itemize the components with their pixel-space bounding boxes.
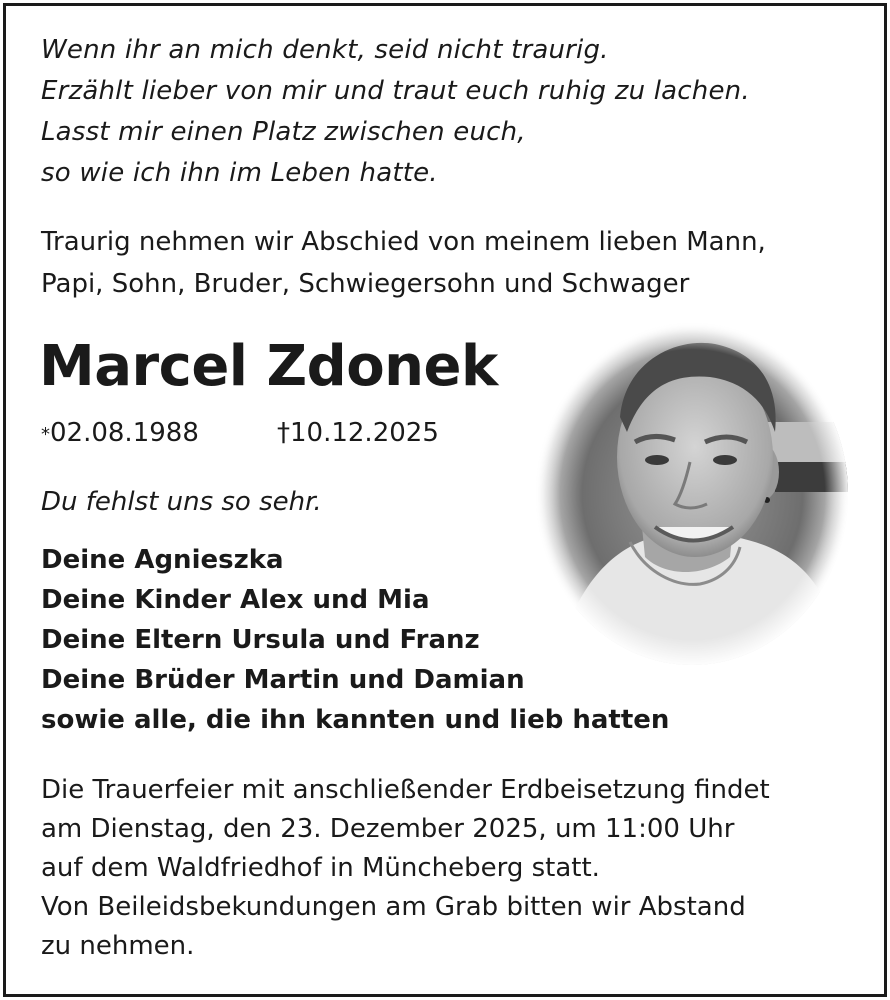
service-line: am Dienstag, den 23. Dezember 2025, um 11:00 Uhr xyxy=(41,814,735,844)
poem-line: so wie ich ihn im Leben hatte. xyxy=(41,158,438,188)
service-line: zu nehmen. xyxy=(41,931,195,961)
poem-line: Lasst mir einen Platz zwischen euch, xyxy=(41,117,526,147)
birth-symbol: * xyxy=(41,424,50,445)
life-dates xyxy=(41,413,439,453)
intro-line: Papi, Sohn, Bruder, Schwiegersohn und Schwager xyxy=(41,269,690,299)
mourner-line: Deine Agnieszka xyxy=(41,545,284,575)
mourner-line: Deine Kinder Alex und Mia xyxy=(41,585,430,615)
service-line: Von Beileidsbekundungen am Grab bitten wir Abstand xyxy=(41,892,746,922)
poem xyxy=(41,30,750,194)
service-line: auf dem Waldfriedhof in Müncheberg statt. xyxy=(41,853,600,883)
mourner-line: Deine Eltern Ursula und Franz xyxy=(41,625,480,655)
birth-date-group xyxy=(41,413,277,453)
farewell-intro xyxy=(41,221,766,305)
funeral-service-info xyxy=(41,771,770,966)
closing-quote: Du fehlst uns so sehr. xyxy=(41,487,322,517)
death-date: 10.12.2025 xyxy=(290,418,439,448)
service-line: Die Trauerfeier mit anschließender Erdbeisetzung findet xyxy=(41,775,770,805)
intro-line: Traurig nehmen wir Abschied von meinem lieben Mann, xyxy=(41,227,766,257)
portrait-photo xyxy=(535,322,850,667)
mourner-line: sowie alle, die ihn kannten und lieb hatten xyxy=(41,705,670,735)
mourner-line: Deine Brüder Martin und Damian xyxy=(41,665,525,695)
poem-line: Erzählt lieber von mir und traut euch ruhig zu lachen. xyxy=(41,76,750,106)
birth-date: 02.08.1988 xyxy=(50,418,199,448)
death-symbol: † xyxy=(277,418,290,448)
poem-line: Wenn ihr an mich denkt, seid nicht traurig. xyxy=(41,35,609,65)
deceased-name: Marcel Zdonek xyxy=(39,334,498,399)
